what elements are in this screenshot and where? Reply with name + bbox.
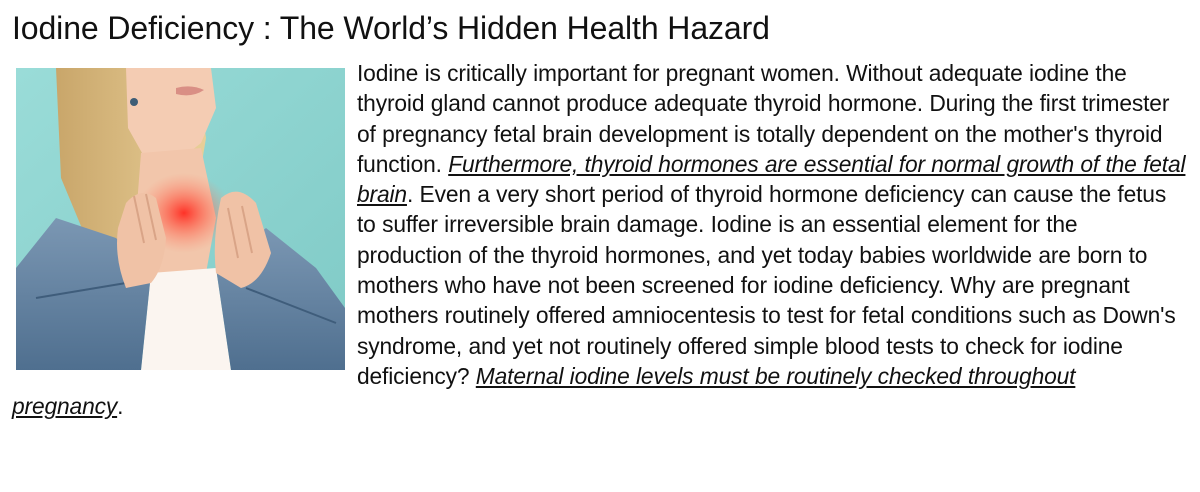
woman-neck-photo <box>16 68 345 370</box>
photo-illustration <box>16 68 345 370</box>
paragraph-text-2: . Even a very short period of thyroid hormone deficiency can cause the fetus to suffer irreversible brain damage. Iodine is an essential element for the production of the thyroid hormones, and yet today babies worldwide are born to mothers who have not been screened for iodine deficiency. Why are pregnant mothers routinely offered amniocentesis to test for fetal conditions such as Down's syndrome, and yet not routinely offered simple blood tests to check for iodine deficiency? <box>357 181 1176 389</box>
emphasis-maternal-iodine: Maternal iodine levels must be routinely checked throughout pregnancy <box>12 362 1076 420</box>
paragraph-text-1: Iodine is critically important for pregnant women. Without adequate iodine the thyroid gland cannot produce adequate thyroid hormone. During the first trimester of pregnancy fetal brain development is totally dependent on the mother's thyroid function. <box>357 60 1170 177</box>
page-title: Iodine Deficiency : The World’s Hidden Health Hazard <box>12 10 770 46</box>
emphasis-fetal-brain: Furthermore, thyroid hormones are essential for normal growth of the fetal brain <box>357 150 1186 208</box>
paragraph-text-3: . <box>117 393 124 420</box>
